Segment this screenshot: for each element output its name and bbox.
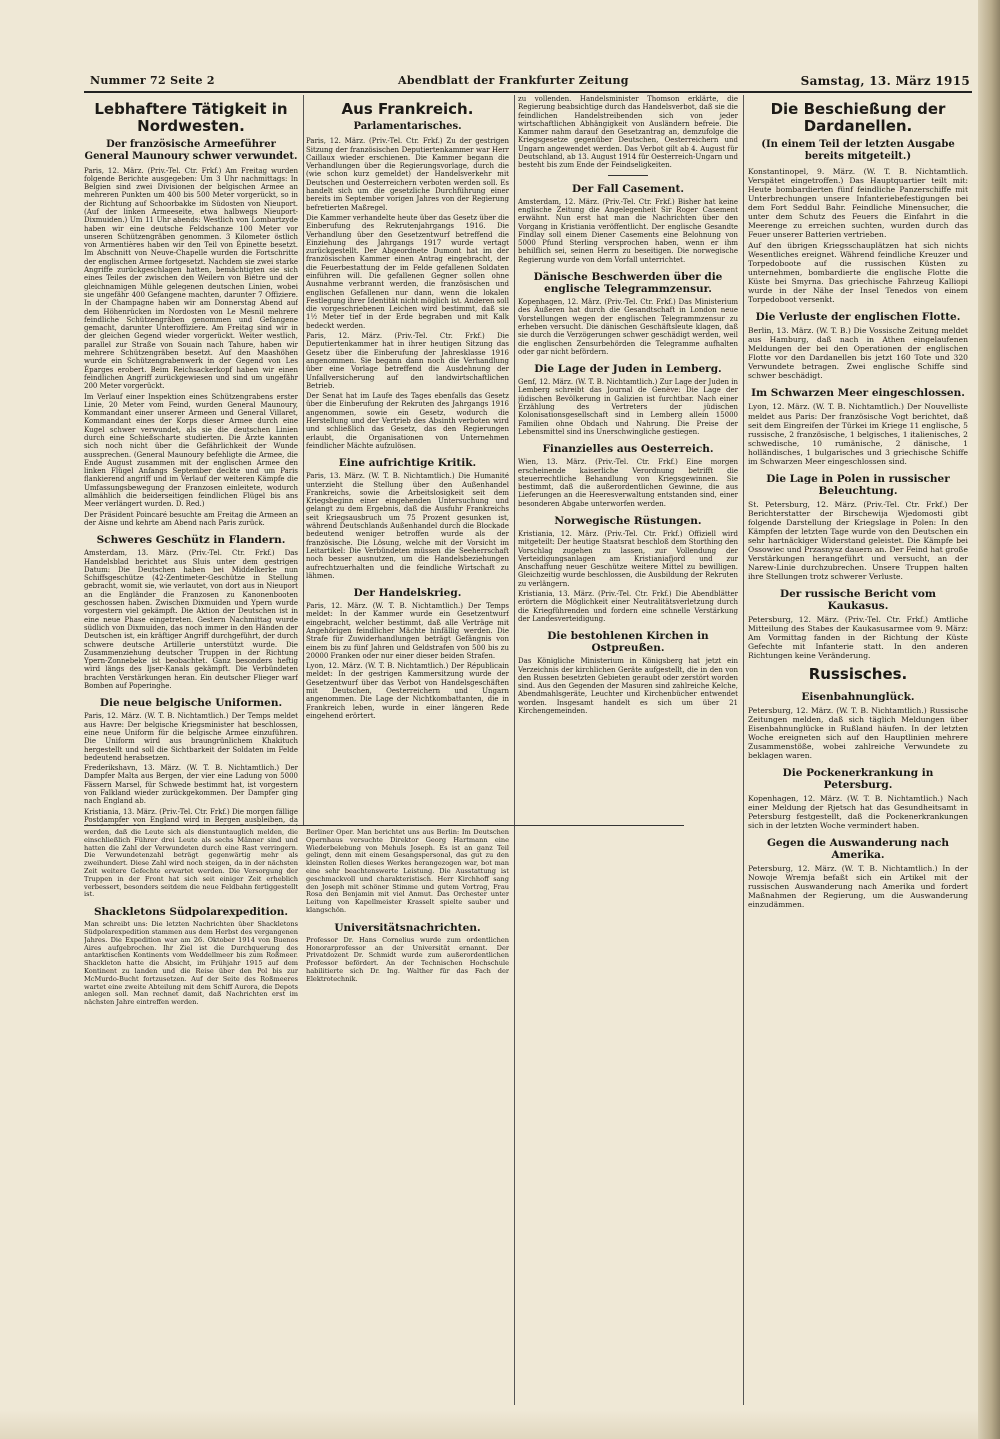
article-body: Wien, 13. März. (Priv.-Tel. Ctr. Frkf.) Eine morgen erscheinende kaiserliche Verordnung betrifft die steuerrechtliche Behandlung von Kriegsgewinnen. Sie bestimmt, daß die außerordentlichen Gewinne, die aus Lieferungen an die Heeresverwaltung entstanden sind, einer besonderen Abgabe unterworfen werden. [518, 458, 738, 508]
article-body: Frederikshavn, 13. März. (W. T. B. Nichtamtlich.) Der Dampfer Malta aus Bergen, der vier eine Ladung von 5000 Fässern Marsel, für Schwede bestimmt hat, ist vorgestern von Falkland wieder zurückgekommen. Der Dampfer ging nach England ab. [84, 764, 298, 806]
article-title: Lebhaftere Tätigkeit in Nordwesten. [94, 100, 288, 136]
article-body: Petersburg, 12. März. (W. T. B. Nichtamtlich.) In der Nowoje Wremja befaßt sich ein Artikel mit der russischen Auswanderung nach Amerika und fordert Maßnahmen der Regierung, um die Auswanderung einzudämmen. [748, 864, 968, 910]
article-body: Kopenhagen, 12. März. (Priv.-Tel. Ctr. Frkf.) Das Ministerium des Äußeren hat durch die Gesandtschaft in London neue Vorstellungen wegen der englischen Telegrammzensur zu erheben versucht. Die dänischen Geschäftsleute klagen, daß sie durch die Verzögerungen schwer geschädigt werden, weil die englischen Zensurbehörden die Telegramme aufhalten oder gar nicht befördern. [518, 298, 738, 356]
article-body: Amsterdam, 13. März. (Priv.-Tel. Ctr. Frkf.) Das Handelsblad berichtet aus Sluis unter dem gestrigen Datum: Die Deutschen haben bei Middelkerke nun Schiffsgeschütze (42-Zentimeter-Geschütze in Stellung gebracht, womit sie, wie verlautet, von dort aus in Nieuport an die Engländer die Franzosen zu Kanonenbooten geschossen haben. Zwischen Dixmuiden und Ypern wurde vorgestern viel gekämpft. Die Aktion der Deutschen ist in eine neue Phase eingetreten. Gestern Nachmittag wurde südlich von Dixmuiden, das noch immer in den Händen der Deutschen ist, ein kräftiger Angriff durchgeführt, der durch schwere deutsche Artillerie unterstützt wurde. Die Zusammenziehung deutscher Truppen in der Richtung Ypern-Zonnebeke ist beobachtet. Ganz besonders heftig wird längs des Ijser-Kanals gekämpft. Die Verbündeten brachten Verstärkungen heran. Ein deutscher Flieger warf Bomben auf Poperinghe. [84, 549, 298, 691]
section-heading: Die bestohlenen Kirchen in Ostpreußen. [547, 630, 709, 655]
article-body: Paris, 12. März. (Priv.-Tel. Ctr. Frkf.) Am Freitag wurden folgende Berichte ausgegeben: Um 3 Uhr nachmittags: In Belgien sind zwei Divisionen der belgischen Armee an mehreren Punkten um 400 bis 500 Meter vorgerückt, so in der Richtung auf Schoorbakke im Südosten von Nieuport. (Auf der linken Armeeseite, etwa halbwegs Nieuport-Dixmuiden.) Um 11 Uhr abends: Westlich von Lombartzyde haben wir eine deutsche Feldschanze 100 Meter vor unseren Schützengräben genommen. 3 Kilometer östlich von Armentières haben wir den Teil von Épinette besetzt. Im Abschnitt von Neuve-Chapelle wurden die Fortschritte der englischen Armee fortgesetzt. Nachdem sie zwei starke Angriffe zurückgeschlagen hatten, bemächtigten sie sich eines Teiles der zwischen den Weilern von Biétre und der gleichnamigen Mühle gelegenen deutschen Linien, wobei sie ungefähr 400 Gefangene machten, darunter 7 Offiziere. In der Champagne haben wir am Donnerstag Abend auf dem Höhenrücken im Nordosten von Le Mesnil mehrere feindliche Schützengräben genommen und Gefangene gemacht, darunter Unteroffiziere. Am Freitag sind wir in der gleichen Gegend wieder vorgerückt. Weiter westlich, parallel zur Straße von Souain nach Tahure, haben wir mehrere Schützengräben besetzt. Auf den Maashöhen wurde ein Schützengrabenwerk in der Gegend von Les Éparges erobert. Beim Reichsackerkopf haben wir einen feindlichen Angriff zurückgewiesen und sind um ungefähr 200 Meter vorgerückt. [84, 166, 298, 391]
article-body: Der Senat hat im Laufe des Tages ebenfalls das Gesetz über die Einberufung der Rekruten des Jahrgangs 1916 angenommen, sowie ein Gesetz, wodurch die Herstellung und der Vertrieb des Absinth verboten wird und schließlich das Gesetz, das den Regierungen erlaubt, die Organisationen von Unternehmen feindlicher Mächte aufzulösen. [306, 392, 509, 450]
article-body: Auf den übrigen Kriegsschauplätzen hat sich nichts Wesentliches ereignet. Während feindliche Kreuzer und Torpedoboote auf die russischen Küsten zu unternehmen, bombardierte die englische Flotte die Küste bei Smyrna. Das griechische Fahrzeug Kalliopi wurde in der Nähe der Insel Tenedos von einem Torpedoboot versenkt. [748, 240, 968, 305]
article-body: St. Petersburg, 12. März. (Priv.-Tel. Ctr. Frkf.) Der Berichterstatter der Birschewija Wjedomosti gibt folgende Darstellung der Kriegslage in Polen: In den Kämpfen der letzten Tage wurde von den Deutschen ein sehr hartnäckiger Widerstand geleistet. Die Kämpfe bei Ossowiec und Przasnysz dauern an. Der Feind hat große Verstärkungen herangeführt und versucht, an der Narew-Linie durchzubrechen. Unsere Truppen halten ihre Stellungen trotz schwerer Verluste. [748, 499, 968, 582]
section-heading: Dänische Beschwerden über die englische Telegrammzensur. [533, 271, 723, 296]
article-subtitle: Parlamentarisches. [353, 121, 462, 133]
article-subtitle: Der französische Armeeführer General Maunoury schwer verwundet. [84, 138, 298, 162]
section-heading: Finanzielles aus Oesterreich. [542, 443, 714, 456]
article-title: Die Beschießung der Dardanellen. [770, 100, 946, 136]
article-body: Berlin, 13. März. (W. T. B.) Die Vossische Zeitung meldet aus Hamburg, daß nach in Athen eingelaufenen Meldungen der bei den Operationen der englischen Flotte vor den Dardanellen bis jetzt 160 Tote und 320 Verwundete betragen. Zwei englische Schiffe sind schwer beschädigt. [748, 326, 968, 381]
issue-date: Samstag, 13. März 1915 [800, 74, 970, 88]
page-bottom-margin [0, 1410, 1000, 1439]
column-2 [306, 95, 509, 825]
article-body: Paris, 13. März. (W. T. B. Nichtamtlich.) Die Humanité unterzieht die Stellung über den Außenhandel Frankreichs, sowie die Arbeitslosigkeit seit dem Kriegsbeginn einer eingehenden Untersuchung und gelangt zu dem Ergebnis, daß die Ausfuhr Frankreichs seit Kriegsausbruch um 75 Prozent gesunken ist, während Deutschlands Außenhandel durch die Blockade bedeutend weniger betroffen wurde als der französische. Die Lösung, welche mit der Vorsicht im Leitartikel: Die Verbündeten müssen die Seeherrschaft noch besser ausnutzen, um die Handelsbeziehungen aufrechtzuerhalten und die feindliche Wirtschaft zu lähmen. [306, 472, 509, 580]
article-title: Aus Frankreich. [341, 100, 474, 118]
page-header [90, 70, 970, 90]
page-binding-edge [978, 0, 1000, 1439]
article-title: Russisches. [808, 665, 908, 684]
section-heading: Eisenbahnunglück. [801, 690, 915, 703]
section-heading: Der russische Bericht vom Kaukasus. [779, 588, 937, 613]
section-heading: Universitätsnachrichten. [334, 921, 481, 934]
article-body: Paris, 12. März. (Priv.-Tel. Ctr. Frkf.) Zu der gestrigen Sitzung der französischen Deputiertenkammer war Herr Caillaux wieder erschienen. Die Kammer begann die Verhandlungen über die Regierungsvorlage, durch die (wie schon kurz gemeldet) der Handelsverkehr mit Deutschen und Oesterreichern verboten werden soll. Es handelt sich um die gesetzliche Durchführung einer bereits im September vorigen Jahres von der Regierung befretierten Maßregel. [306, 137, 509, 212]
article-body: Paris, 12. März. (W. T. B. Nichtamtlich.) Der Temps meldet: In der Kammer wurde ein Gesetzentwurf eingebracht, welcher bestimmt, daß alle Verträge mit Angehörigen feindlicher Mächte hinfällig werden. Die Strafe für Zuwiderhandlungen beträgt Gefängnis von einem bis zu fünf Jahren und Geldstrafen von 500 bis zu 20000 Franken oder nur einer dieser beiden Strafen. [306, 602, 509, 660]
article-body: Lyon, 12. März. (W. T. B. Nichtamtlich.) Der Nouvelliste meldet aus Paris: Der französische Vogt berichtet, daß seit dem Eingreifen der Türkei im Kriege 11 englische, 5 russische, 2 französische, 1 belgisches, 1 italienisches, 2 schwedische, 10 rumänische, 2 dänische, 1 holländisches, 1 bulgarisches und 3 griechische Schiffe im Schwarzen Meer eingeschlossen sind. [748, 402, 968, 466]
column-1 [84, 95, 298, 825]
article-body: Berliner Oper. Man berichtet uns aus Berlin: Im Deutschen Opernhaus versuchte Direktor Georg Hartmann eine Wiederbelebung von Mehuls Joseph. Es ist an ganz Teil gelingt, denn mit einem Gesangspersonal, das gut zu den kleinsten Rollen dieses Werkes herangezogen war, bot man eine sehr beachtenswerte Leistung. Die Ausstattung ist geschmackvoll und charakteristisch. Herr Kirchhoff sang den Joseph mit schöner Stimme und gutem Vortrag, Frau Rosa den Benjamin mit viel Anmut. Das Orchester unter Leitung von Kapellmeister Krasselt spielte sauber und klangschön. [306, 829, 509, 914]
article-body: zu vollenden. Handelsminister Thomson erklärte, die Regierung beabsichtige durch das Handelsverbot, daß sie die feindlichen Handelstreibenden sich von jeder wirtschaftlichen Abhängigkeit von Ausländern befreie. Die Kammer nahm darauf den Gesetzantrag an, demzufolge die Kriegsgesetze gegenüber Deutschen, Oesterreichern und Ungarn angewendet werden. Das Verbot gilt ab 4. August für Deutschland, ab 13. August 1914 für Oesterreich-Ungarn und besteht bis zum Ende der Feindseligkeiten. [518, 95, 738, 170]
masthead: Abendblatt der Frankfurter Zeitung [398, 74, 629, 87]
article-body: Im Verlauf einer Inspektion eines Schützengrabens erster Linie, 20 Meter vom Feind, wurden General Maunoury, Kommandant einer unserer Armeen und General Villaret, Kommandant eines der Korps dieser Armee durch eine Kugel schwer verwundet, als sie die deutschen Linien durch eine Schießscharte studierten. Die Ärzte kannten sich noch nicht über die Gefährlichkeit der Wunde aussprechen. (General Maunoury befehligte die Armee, die Ende August zusammen mit der englischen Armee den linken Flügel Anfangs September deckte und um Paris flankierend angriff und im Verlauf der weiteren Kämpfe die Umfassungsbewegung der Franzosen einleitete, wodurch allmählich die beiderseitigen feindlichen Flügel bis ans Meer verlängert wurden. D. Red.) [84, 392, 298, 509]
section-heading: Die Pockenerkrankung in Petersburg. [782, 767, 934, 791]
section-heading: Die Lage der Juden in Lemberg. [534, 363, 722, 376]
article-body: Petersburg, 12. März. (Priv.-Tel. Ctr. Frkf.) Amtliche Mitteilung des Stabes der Kaukasusarmee vom 9. März: Am Vormittag fanden in der Richtung der Küste Gefechte mit Infanterie statt. In den anderen Richtungen keine Veränderung. [748, 615, 968, 661]
issue-number: Nummer 72 Seite 2 [90, 74, 215, 87]
section-heading: Der Fall Casement. [572, 182, 684, 195]
column-4 [748, 95, 968, 1405]
article-separator [608, 175, 648, 176]
section-heading: Die neue belgische Uniformen. [99, 697, 283, 710]
feuilleton-column-2 [306, 829, 509, 1404]
article-body: Petersburg, 12. März. (W. T. B. Nichtamtlich.) Russische Zeitungen melden, daß sich täglich Meldungen über Eisenbahnunglücke in Rußland häufen. In der letzten Woche ereigneten sich auf den Hauptlinien mehrere Zusammenstöße, wobei zahlreiche Verwundete zu beklagen waren. [748, 705, 968, 760]
section-heading: Im Schwarzen Meer eingeschlossen. [751, 387, 965, 400]
section-heading: Die Lage in Polen in russischer Beleuchtung. [766, 472, 950, 497]
section-heading: Gegen die Auswanderung nach Amerika. [766, 837, 950, 862]
article-body: Kristiania, 13. März. (Priv.-Tel. Ctr. Frkf.) Die Abendblätter erörtern die Möglichkeit einer Neutralitätsverletzung durch die Kriegführenden und fordern eine schnelle Verstärkung der Landesverteidigung. [518, 590, 738, 623]
article-body: Amsterdam, 12. März. (Priv.-Tel. Ctr. Frkf.) Bisher hat keine englische Zeitung die Angelegenheit Sir Roger Casement erwähnt. Nun erst hat man die Nachrichten über den Vorgang in Kristiania veröffentlicht. Der englische Gesandte Findlay soll einem Diener Casements eine Belohnung von 5000 Pfund Sterling versprochen haben, wenn er ihm behilflich sei, seinen Herrn zu beseitigen. Die norwegische Regierung wurde von dem Vorfall unterrichtet. [518, 197, 738, 264]
article-body: Die Kammer verhandelte heute über das Gesetz über die Einberufung des Rekrutenjahrgangs 1916. Die Verhandlung über den Gesetzentwurf betreffend die Einziehung des Jahrgangs 1917 wurde vertagt zurückgestellt. Der Abgeordnete Dumont hat im der französischen Kammer einen Antrag eingebracht, der die Feuerbestattung der im Felde gefallenen Soldaten einführen will. Die gefallenen Gegner sollen ohne Ausnahme verbrannt werden, die französischen und englischen Gefallenen nur dann, wenn die lokalen Festlegung ihrer Identität nicht möglich ist. Anderen soll die vorgeschriebenen Leichen wird bestimmt, daß sie 1½ Meter tief in der Erde begraben und mit Kalk bedeckt werden. [306, 213, 509, 330]
article-body: Paris, 12. März. (Priv.-Tel. Ctr. Frkf.) Die Deputiertenkammer hat in ihrer heutigen Sitzung das Gesetz über die Einberufung der Jahresklasse 1916 angenommen. Sie begann dann noch die Verhandlung über eine Vorlage betreffend die Ausdehnung der Unfallversicherung auf den landwirtschaftlichen Betrieb. [306, 332, 509, 390]
feuilleton-rule [84, 825, 684, 826]
article-body: Man schreibt uns: Die letzten Nachrichten über Shackletons Südpolarexpedition stammen aus dem Herbst des vergangenen Jahres. Die Expedition war am 26. Oktober 1914 von Buenos Aires aufgebrochen. Ihr Ziel ist die Durchquerung des antarktischen Kontinents vom Weddellmeer bis zum Roßmeer. Shackleton hatte die Absicht, im Frühjahr 1915 auf dem Kontinent zu landen und die Reise über den Pol bis zur McMurdo-Bucht fortzusetzen. Auf der Seite des Roßmeeres wartet eine zweite Abteilung mit dem Schiff Aurora, die Depots anlegen soll. Man rechnet damit, daß Nachrichten erst im nächsten Jahre eintreffen werden. [84, 920, 298, 1007]
section-heading: Die Verluste der englischen Flotte. [755, 311, 961, 324]
article-body: werden, daß die Leute sich als dienstuntauglich melden, die einschließlich Führer drei Leute als sechs Männer sind und hatten die Zahl der Verwundeten durch eine Rast verringern. Die Verwundetenzahl beträgt gegenwärtig mehr als zweihundert. Diese Zahl wird noch steigen, da in der nächsten Zeit weitere Gefechte erwartet werden. Die Versorgung der Truppen in der Front hat sich seit einiger Zeit erheblich verbessert, besonders seitdem die neue Feldbahn fertiggestellt ist. [84, 829, 298, 899]
article-body: Kristiania, 12. März. (Priv.-Tel. Ctr. Frkf.) Offiziell wird mitgeteilt: Der heutige Staatsrat beschloß dem Storthing den Vorschlag zugehen zu lassen, zur Vollendung der Verteidigungsanlagen am Kristianiafjord und zur Anschaffung neuer Geschütze weitere Mittel zu bewilligen. Gleichzeitig wurde beschlossen, die Ausbildung der Rekruten zu verlängern. [518, 529, 738, 588]
article-body: Lyon, 12. März. (W. T. B. Nichtamtlich.) Der Républicain meldet: In der gestrigen Kammersitzung wurde der Gesetzentwurf über das Verbot von Handelsgeschäften mit Deutschen, Oesterreichern und Ungarn angenommen. Die Lage der Nichtkombattanten, die in Frankreich leben, wurde in einer längeren Rede eingehend erörtert. [306, 662, 509, 720]
section-heading: Norwegische Rüstungen. [554, 514, 702, 527]
article-subtitle: (In einem Teil der letzten Ausgabe bereits mitgeteilt.) [761, 138, 955, 162]
article-body: Paris, 12. März. (W. T. B. Nichtamtlich.) Der Temps meldet aus Havre: Der belgische Kriegsminister hat beschlossen, eine neue Uniform für die belgische Armee einzuführen. Die Uniform wird aus braungrünlichem Khakituch hergestellt und soll die Sichtbarkeit der Soldaten im Felde bedeutend herabsetzen. [84, 712, 298, 762]
header-rule [84, 91, 972, 93]
feuilleton-column-1 [84, 829, 298, 1404]
article-body: Der Präsident Poincaré besuchte am Freitag die Armeen an der Aisne und kehrte am Abend nach Paris zurück. [84, 510, 298, 527]
article-body: Professor Dr. Hans Cornelius wurde zum ordentlichen Honorarprofessor an der Universität ernannt. Der Privatdozent Dr. Schmidt wurde zum außerordentlichen Professor befördert. An der Technischen Hochschule habilitierte sich Dr. Ing. Walther für das Fach der Elektrotechnik. [306, 935, 509, 983]
section-heading: Eine aufrichtige Kritik. [338, 457, 477, 470]
section-heading: Shackletons Südpolarexpedition. [93, 906, 289, 919]
article-body: Das Königliche Ministerium in Königsberg hat jetzt ein Verzeichnis der kirchlichen Geräte aufgestellt, die in den von den Russen besetzten Gebieten geraubt oder zerstört worden sind. Aus den Gegenden der Masuren sind zahlreiche Kelche, Abendmahlsgeräte, Leuchter und Kirchenbücher entwendet worden. Insgesamt handelt es sich um über 21 Kirchengemeinden. [518, 657, 738, 716]
article-body: Genf, 12. März. (W. T. B. Nichtamtlich.) Zur Lage der Juden in Lemberg schreibt das Journal de Genève: Die Lage der jüdischen Bevölkerung in Galizien ist furchtbar. Nach einer Erzählung des Vertreters der jüdischen Kolonisationsgesellschaft sind in Lemberg allein 15000 Familien ohne Obdach und Nahrung. Die Preise der Lebensmittel sind ins Unerschwingliche gestiegen. [518, 378, 738, 436]
article-body: Kopenhagen, 12. März. (W. T. B. Nichtamtlich.) Nach einer Meldung der Rjetsch hat das Gesundheitsamt in Petersburg festgestellt, daß die Pockenerkrankungen sich in der letzten Woche vermindert haben. [748, 794, 968, 831]
section-heading: Der Handelskrieg. [353, 587, 462, 600]
column-3 [518, 95, 738, 825]
article-body: Kristiania, 13. März. (Priv.-Tel. Ctr. Frkf.) Die morgen fällige Postdampfer von England wird in Bergen ausbleiben, da [84, 807, 298, 824]
section-heading: Schweres Geschütz in Flandern. [96, 534, 286, 547]
article-body: Konstantinopel, 9. März. (W. T. B. Nichtamtlich. Verspätet eingetroffen.) Das Hauptquartier teilt mit: Heute bombardierten fünf feindliche Panzerschiffe mit Unterbrechungen unsere Infanteriebefestigungen bei dem Fort Seddul Bahr. Feindliche Minensucher, die unter dem Schutz des Feuers die Einfahrt in die Meerenge zu erreichen suchten, wurden durch das Feuer unserer Batterien vertrieben. [748, 166, 968, 239]
